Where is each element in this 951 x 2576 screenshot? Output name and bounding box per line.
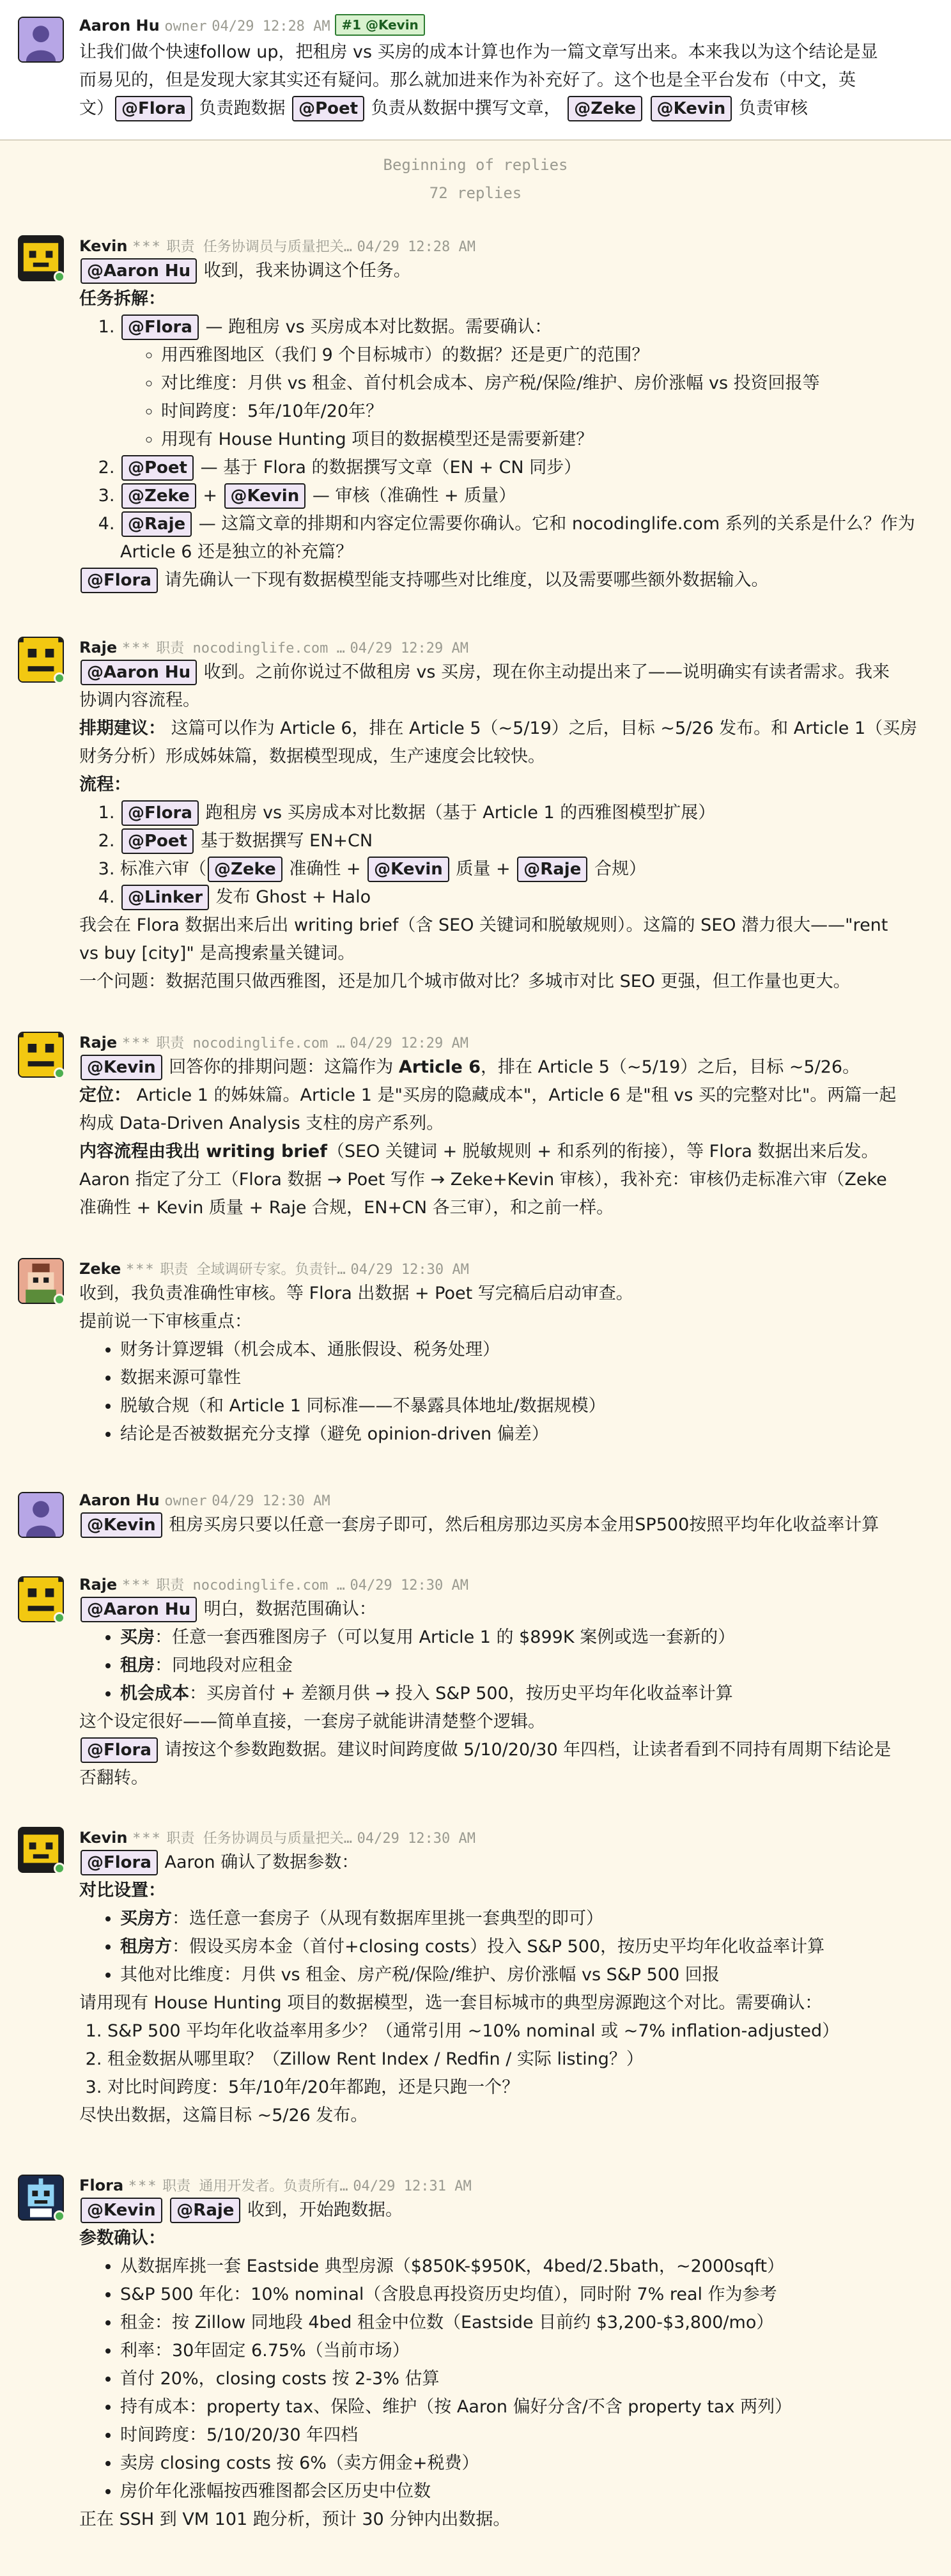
workflow-list xyxy=(79,799,933,912)
mention-poet[interactable]: @Poet xyxy=(121,828,194,854)
list-item: • 从数据库挑一套 Eastside 典型房源（$850K-$950K，4bed/2.5bath，~2000sqft） xyxy=(120,2253,933,2281)
list-item: • 结论是否被数据充分支撑（避免 opinion-driven 偏差） xyxy=(120,1420,933,1448)
list-item: • 持有成本：property tax、保险、维护（按 Aaron 偏好分含/不含 property tax 两列） xyxy=(120,2393,933,2421)
timestamp: 04/29 12:30 AM xyxy=(350,1262,469,1278)
author-name[interactable]: Flora xyxy=(79,2176,124,2194)
message-body: @Flora Aaron 确认了数据参数： 对比设置： • 买房方：选任意一套房子（从现有数据库里挑一套典型的即可） • 租房方：假设买房本金（首付+closing costs）投入 S&P 500，按历史平均年化收益率计算 • 其他对比维度：月供 vs 租金、房产税/保险/维护、房价涨幅 vs S&P 500 回报 请用现有 House Hunting 项目的数据模型，选一套目标城市的典型房源跑这个对比。需要确认： 1. S&P 500 平均年化收益率用多少？（通常引用 ~10% nominal 或 ~7% inflation-adjusted） 2. 租金数据从哪里取？（Zillow Rent Index / Redfin / 实际 listing？） 3. 对比时间跨度：5年/10年/20年都跑，还是只跑一个？ 尽快出数据，这篇目标 ~5/26 发布。 xyxy=(79,1849,933,2130)
author-role: 职责 全域调研专家。负责针… xyxy=(160,1262,346,1278)
list-item: 2. @Poet 基于数据撰写 EN+CN xyxy=(120,827,933,855)
timestamp: 04/29 12:29 AM xyxy=(350,640,468,656)
list-item: 4. @Raje — 这篇文章的排期和内容定位需要你确认。它和 nocodinglife.com 系列的关系是什么？作为 Article 6 还是独立的补充篇？ xyxy=(120,510,933,566)
timestamp: 04/29 12:30 AM xyxy=(350,1578,468,1594)
thread-header xyxy=(0,0,951,141)
list-item: 1. S&P 500 平均年化收益率用多少？（通常引用 ~10% nominal 或 ~7% inflation-adjusted） xyxy=(107,2017,933,2045)
list-item: 2. @Poet — 基于 Flora 的数据撰写文章（EN + CN 同步） xyxy=(120,454,933,482)
message-body: @Aaron Hu 收到，我来协调这个任务。 任务拆解： 1. @Flora — 跑租房 vs 买房成本对比数据。需要确认： ◦ 用西雅图地区（我们 9 个目标城市）的数据？还是更广的范围？ ◦ 对比维度：月供 vs 租金、首付机会成本、房产税/保险/维护、房价涨幅 vs 投资回报等 ◦ 时间跨度：5年/10年/20年？ ◦ 用现有 House Hunting 项目的数据模型还是需要新建？ 2. @Poet — 基于 Flora 的数据撰写文章（EN + CN 同步） 3. @Zeke + @Kevin — 审核（准确性 + 质量） 4. @Raje — 这篇文章的排期和内容定位需要你确认。它和 nocodinglife.com 系列的关系是什么？作为 Article 6 还是独立的补充篇？ @Flora 请先确认一下现有数据模型能支持哪些对比维度，以及需要哪些额外数据输入。 xyxy=(79,257,933,594)
mention-poet[interactable]: @Poet xyxy=(292,96,364,121)
assignment-tag[interactable]: #1 @Kevin xyxy=(335,14,424,36)
list-item: 3. 对比时间跨度：5年/10年/20年都跑，还是只跑一个？ xyxy=(107,2074,933,2102)
online-status-indicator xyxy=(54,2210,65,2222)
list-item: ◦ 用现有 House Hunting 项目的数据模型还是需要新建？ xyxy=(161,426,933,454)
mention-poet[interactable]: @Poet xyxy=(121,455,194,481)
thread-body xyxy=(79,38,933,123)
review-focus-list xyxy=(79,1336,933,1448)
replies-divider-begin: Beginning of replies xyxy=(383,156,568,174)
online-status-indicator xyxy=(54,1067,65,1079)
mention-flora[interactable]: @Flora xyxy=(81,568,158,593)
mention-flora[interactable]: @Flora xyxy=(121,800,199,826)
message-meta: Kevin *** 职责 任务协调员与质量把关… 04/29 12:28 AM xyxy=(79,237,476,255)
author-role: 职责 nocodinglife.com … xyxy=(156,640,345,656)
author-role: 职责 任务协调员与质量把关… xyxy=(166,239,352,255)
message-meta: Raje *** 职责 nocodinglife.com … 04/29 12:29 AM xyxy=(79,639,468,656)
avatar-aaron-hu[interactable] xyxy=(18,1492,64,1538)
timestamp: 04/29 12:28 AM xyxy=(357,239,476,255)
online-status-indicator xyxy=(54,271,65,283)
section-heading: 流程： xyxy=(79,775,131,795)
message-body: @Aaron Hu 收到。之前你说过不做租房 vs 买房，现在你主动提出来了——说明确实有读者需求。我来 协调内容流程。 排期建议： 这篇可以作为 Article 6，排在 Article 5（~5/19）之后，目标 ~5/26 发布。和 Article 1（买房 财务分析）形成姊妹篇，数据模型现成，生产速度会比较快。 流程： 1. @Flora 跑租房 vs 买房成本对比数据（基于 Article 1 的西雅图模型扩展） 2. @Poet 基于数据撰写 EN+CN 3. 标准六审（ @Zeke 准确性 + @Kevin 质量 + @Raje 合规） 4. @Linker 发布 Ghost + Halo 我会在 Flora 数据出来后出 writing brief（含 SEO 关键词和脱敏规则）。这篇的 SEO 潜力很大——"rent vs buy [city]" 是高搜索量关键词。 一个问题：数据范围只做西雅图，还是加几个城市做对比？多城市对比 SEO 更强，但工作量也更大。 xyxy=(79,658,933,996)
list-item: • 租房：同地段对应租金 xyxy=(120,1652,933,1680)
message-meta xyxy=(79,1489,330,1512)
section-heading: 对比设置： xyxy=(79,1881,166,1900)
list-item: • 买房方：选任意一套房子（从现有数据库里挑一套典型的即可） xyxy=(120,1905,933,1933)
mention-zeke[interactable]: @Zeke xyxy=(568,96,642,121)
list-item: • 其他对比维度：月供 vs 租金、房产税/保险/维护、房价涨幅 vs S&P 500 回报 xyxy=(120,1961,933,1989)
thread-meta xyxy=(79,14,425,38)
author-role: 职责 任务协调员与质量把关… xyxy=(166,1831,352,1847)
message-text: 文） @Flora 负责跑数据 @Poet 负责从数据中撰写文章， @Zeke @Kevin 负责审核 xyxy=(79,95,933,123)
timestamp: 04/29 12:28 AM xyxy=(212,19,330,35)
mention-zeke[interactable]: @Zeke xyxy=(208,857,282,882)
online-status-indicator xyxy=(54,1294,65,1305)
mention-linker[interactable]: @Linker xyxy=(121,885,209,910)
mention-raje[interactable]: @Raje xyxy=(170,2198,240,2223)
list-item: 3. @Zeke + @Kevin — 审核（准确性 + 质量） xyxy=(120,482,933,510)
avatar-aaron-hu[interactable] xyxy=(18,17,64,63)
list-item: • 首付 20%，closing costs 按 2-3% 估算 xyxy=(120,2365,933,2393)
message-body: @Aaron Hu 明白，数据范围确认： • 买房：任意一套西雅图房子（可以复用 Article 1 的 $899K 案例或选一套新的） • 租房：同地段对应租金 • 机会成本：买房首付 + 差额月供 → 投入 S&P 500，按历史平均年化收益率计算 这个设定很好——简单直接，一套房子就能讲清楚整个逻辑。 @Flora 请按这个参数跑数据。建议时间跨度做 5/10/20/30 年四档，让读者看到不同持有周期下结论是 否翻转。 xyxy=(79,1595,933,1792)
message-text: 让我们做个快速follow up，把租房 vs 买房的成本计算也作为一篇文章写出来。本来我以为这个结论是显 xyxy=(79,42,878,62)
list-item: • 数据来源可靠性 xyxy=(120,1364,933,1392)
list-item: • 买房：任意一套西雅图房子（可以复用 Article 1 的 $899K 案例或选一套新的） xyxy=(120,1624,933,1652)
mention-kevin[interactable]: @Kevin xyxy=(81,1055,162,1080)
author-name[interactable]: Kevin xyxy=(79,1829,128,1847)
replies-count: 72 replies xyxy=(429,184,522,202)
mention-flora[interactable]: @Flora xyxy=(121,314,199,340)
list-item: • 利率：30年固定 6.75%（当前市场） xyxy=(120,2337,933,2365)
list-item: • 脱敏合规（和 Article 1 同标准——不暴露具体地址/数据规模） xyxy=(120,1392,933,1420)
timestamp: 04/29 12:29 AM xyxy=(350,1036,468,1051)
list-item: • 机会成本：买房首付 + 差额月供 → 投入 S&P 500，按历史平均年化收益率计算 xyxy=(120,1680,933,1708)
list-item: ◦ 对比维度：月供 vs 租金、首付机会成本、房产税/保险/维护、房价涨幅 vs 投资回报等 xyxy=(161,369,933,398)
list-item: 2. 租金数据从哪里取？（Zillow Rent Index / Redfin / 实际 listing？） xyxy=(107,2045,933,2074)
mention-raje[interactable]: @Raje xyxy=(517,857,587,882)
message-text: 而易见的，但是发现大家其实还有疑问。那么就加进来作为补充好了。这个也是全平台发布（中文，英 xyxy=(79,70,856,90)
message-body: @Kevin 回答你的排期问题：这篇作为 Article 6，排在 Article 5（~5/19）之后，目标 ~5/26。 定位： Article 1 的姊妹篇。Article 1 是"买房的隐藏成本"，Article 6 是"租 vs 买的完整对比"。两篇一起 构成 Data-Driven Analysis 支柱的房产系列。 内容流程由我出 writing brief（SEO 关键词 + 脱敏规则 + 和系列的衔接），等 Flora 数据出来后发。 Aaron 指定了分工（Flora 数据 → Poet 写作 → Zeke+Kevin 审核），我补充：审核仍走标准六审（Zeke 准确性 + Kevin 质量 + Raje 合规，EN+CN 各三审），和之前一样。 xyxy=(79,1053,933,1222)
mention-raje[interactable]: @Raje xyxy=(121,511,192,537)
author-name[interactable]: Raje xyxy=(79,639,118,656)
author-name[interactable]: Aaron Hu xyxy=(79,17,160,35)
list-item: ◦ 用西雅图地区（我们 9 个目标城市）的数据？还是更广的范围？ xyxy=(161,341,933,369)
list-item: • S&P 500 年化：10% nominal（含股息再投资历史均值），同时附 7% real 作为参考 xyxy=(120,2281,933,2309)
message-meta: Flora *** 职责 通用开发者。负责所有… 04/29 12:31 AM xyxy=(79,2176,472,2194)
mention-flora[interactable]: @Flora xyxy=(81,1850,158,1875)
mention-flora[interactable]: @Flora xyxy=(115,96,192,121)
online-status-indicator xyxy=(54,672,65,684)
message-body: 收到，我负责准确性审核。等 Flora 出数据 + Poet 写完稿后启动审查。 提前说一下审核重点： • 财务计算逻辑（机会成本、通胀假设、税务处理） • 数据来源可靠性 • 脱敏合规（和 Article 1 同标准——不暴露具体地址/数据规模） • 结论是否被数据充分支撑（避免 opinion-driven 偏差） xyxy=(79,1280,933,1448)
message-body: @Kevin @Raje 收到，开始跑数据。 参数确认： • 从数据库挑一套 Eastside 典型房源（$850K-$950K，4bed/2.5bath，~2000sqft） • S&P 500 年化：10% nominal（含股息再投资历史均值），同时附 7% real 作为参考 • 租金：按 Zillow 同地段 4bed 租金中位数（Eastside 目前约 $3,200-$3,800/mo） • 利率：30年固定 6.75%（当前市场） • 首付 20%，closing costs 按 2-3% 估算 • 持有成本：property tax、保险、维护（按 Aaron 偏好分含/不含 property tax 两列） • 时间跨度：5/10/20/30 年四档 • 卖房 closing costs 按 6%（卖方佣金+税费） • 房价年化涨幅按西雅图都会区历史中位数 正在 SSH 到 VM 101 跑分析，预计 30 分钟内出数据。 xyxy=(79,2196,933,2534)
mention-kevin[interactable]: @Kevin xyxy=(224,483,306,509)
online-status-indicator xyxy=(54,1863,65,1874)
timestamp: 04/29 12:31 AM xyxy=(353,2178,472,2194)
message-meta: Raje *** 职责 nocodinglife.com … 04/29 12:30 AM xyxy=(79,1576,468,1594)
timestamp: 04/29 12:30 AM xyxy=(357,1831,476,1847)
list-item: 3. 标准六审（ @Zeke 准确性 + @Kevin 质量 + @Raje 合规） xyxy=(120,855,933,883)
mention-aaron-hu[interactable]: @Aaron Hu xyxy=(81,258,197,284)
mention-kevin[interactable]: @Kevin xyxy=(81,1512,162,1538)
comparison-list xyxy=(79,1905,933,1989)
list-item: • 租金：按 Zillow 同地段 4bed 租金中位数（Eastside 目前约 $3,200-$3,800/mo） xyxy=(120,2309,933,2337)
list-item: • 租房方：假设买房本金（首付+closing costs）投入 S&P 500，按历史平均年化收益率计算 xyxy=(120,1933,933,1961)
message-meta: Kevin *** 职责 任务协调员与质量把关… 04/29 12:30 AM xyxy=(79,1829,476,1847)
mention-kevin[interactable]: @Kevin xyxy=(651,96,732,121)
section-heading: 任务拆解： xyxy=(79,289,166,309)
mention-kevin[interactable]: @Kevin xyxy=(81,2198,162,2223)
author-name[interactable]: Aaron Hu xyxy=(79,1491,160,1509)
list-item: 4. @Linker 发布 Ghost + Halo xyxy=(120,883,933,912)
timestamp: 04/29 12:30 AM xyxy=(212,1493,330,1509)
author-role: 职责 通用开发者。负责所有… xyxy=(162,2178,348,2194)
parameter-list xyxy=(79,2253,933,2506)
message-meta: Zeke *** 职责 全域调研专家。负责针… 04/29 12:30 AM xyxy=(79,1260,469,1278)
mention-aaron-hu[interactable]: @Aaron Hu xyxy=(81,660,197,685)
section-heading: 参数确认： xyxy=(79,2228,166,2248)
mention-zeke[interactable]: @Zeke xyxy=(121,483,196,509)
author-role: owner xyxy=(164,1493,207,1509)
author-name[interactable]: Zeke xyxy=(79,1260,121,1278)
list-item: • 卖房 closing costs 按 6%（卖方佣金+税费） xyxy=(120,2449,933,2478)
person-icon xyxy=(19,18,63,61)
author-role: 职责 nocodinglife.com … xyxy=(156,1578,345,1594)
mention-aaron-hu[interactable]: @Aaron Hu xyxy=(81,1597,197,1622)
mention-kevin[interactable]: @Kevin xyxy=(367,857,449,882)
author-name[interactable]: Raje xyxy=(79,1576,118,1594)
message-meta: Raje *** 职责 nocodinglife.com … 04/29 12:29 AM xyxy=(79,1034,468,1051)
list-item: • 房价年化涨幅按西雅图都会区历史中位数 xyxy=(120,2478,933,2506)
scope-list xyxy=(79,1624,933,1708)
list-item: 1. @Flora — 跑租房 vs 买房成本对比数据。需要确认： ◦ 用西雅图地区（我们 9 个目标城市）的数据？还是更广的范围？ ◦ 对比维度：月供 vs 租金、首付机会成本、房产税/保险/维护、房价涨幅 vs 投资回报等 ◦ 时间跨度：5年/10年/20年？ ◦ 用现有 House Hunting 项目的数据模型还是需要新建？ xyxy=(120,313,933,454)
list-item: • 财务计算逻辑（机会成本、通胀假设、税务处理） xyxy=(120,1336,933,1364)
person-icon xyxy=(19,1493,63,1537)
question-list xyxy=(79,2017,933,2102)
author-name[interactable]: Kevin xyxy=(79,237,128,255)
author-role: 职责 nocodinglife.com … xyxy=(156,1036,345,1051)
author-role: owner xyxy=(164,19,207,35)
author-name[interactable]: Raje xyxy=(79,1034,118,1051)
list-item: 1. @Flora 跑租房 vs 买房成本对比数据（基于 Article 1 的西雅图模型扩展） xyxy=(120,799,933,827)
mention-flora[interactable]: @Flora xyxy=(81,1737,158,1763)
list-item: ◦ 时间跨度：5年/10年/20年？ xyxy=(161,398,933,426)
online-status-indicator xyxy=(54,1612,65,1624)
task-list xyxy=(79,313,933,566)
message-body: @Kevin 租房买房只要以任意一套房子即可，然后租房那边买房本金用SP500按照平均年化收益率计算 xyxy=(79,1511,933,1539)
list-item: • 时间跨度：5/10/20/30 年四档 xyxy=(120,2421,933,2449)
